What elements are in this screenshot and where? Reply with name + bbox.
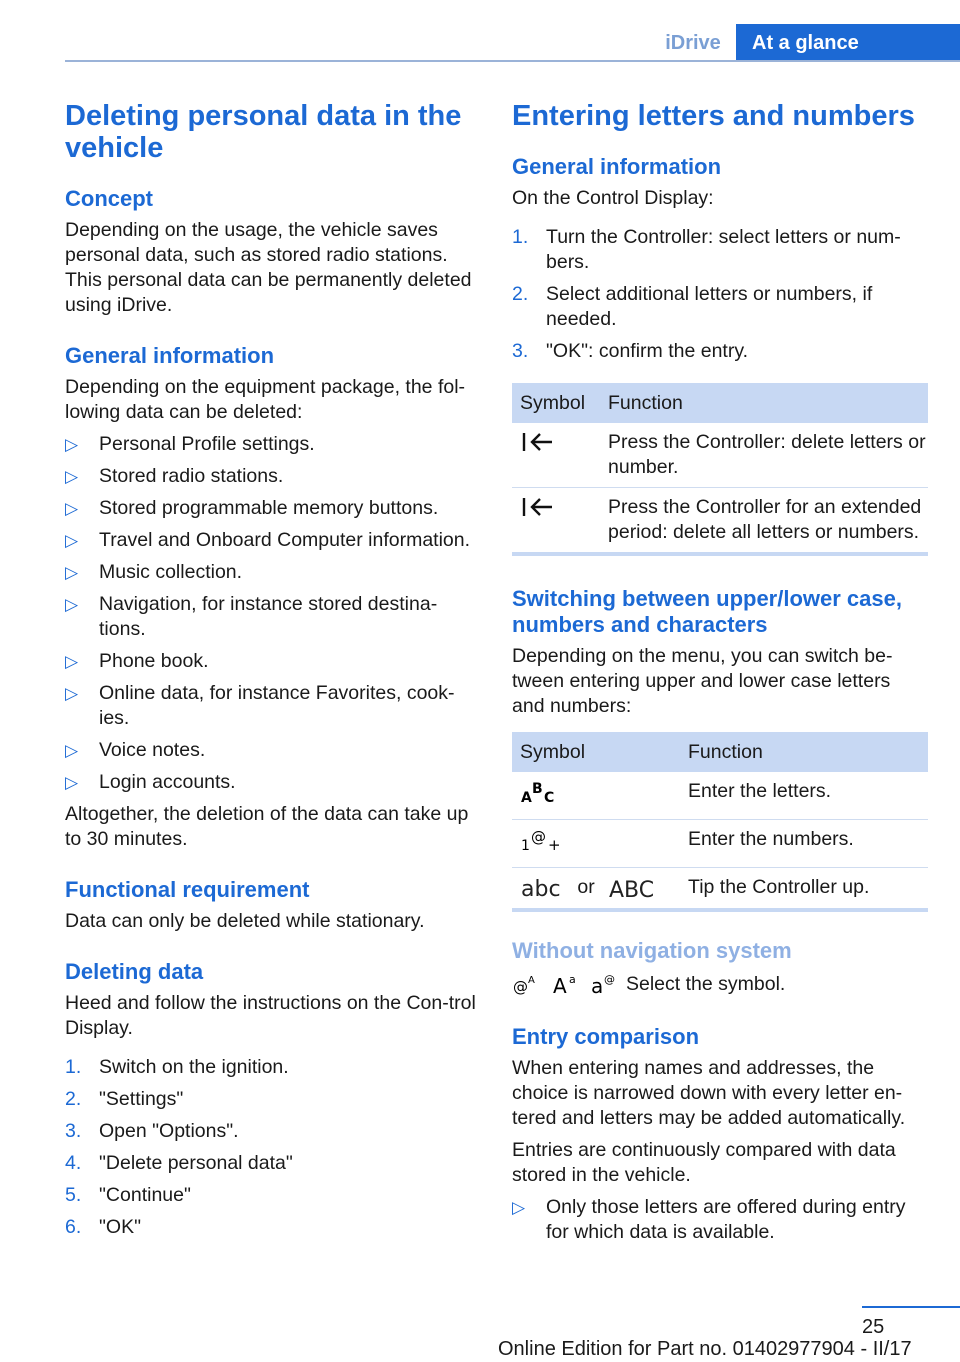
entry-steps-list: [512, 225, 928, 364]
symbol-cell: [512, 868, 680, 909]
function-cell: Enter the numbers.: [680, 820, 928, 868]
control-display-text: On the Control Display:: [512, 187, 714, 209]
table-bottom-rule: [512, 908, 928, 912]
list-item: ▷ Phone book.: [65, 650, 209, 672]
list-item: ▷ Travel and Onboard Computer information.: [65, 529, 471, 551]
table-header-row: [512, 383, 928, 423]
delete-back-icon: [520, 495, 556, 519]
concept-text: Depending on the usage, the vehicle saves personal data, such as stored radio stations. This personal data can be permanently deleted using iDrive.: [65, 219, 472, 316]
heading-deleting-data: Deleting data: [65, 959, 204, 984]
symbol-cell: [512, 423, 600, 488]
column-header-function: Function: [600, 383, 928, 423]
deletion-duration-text: Altogether, the deletion of the data can take up to 30 minutes.: [65, 803, 469, 850]
svg-text:A: A: [521, 790, 532, 805]
header-chapter: At a glance: [736, 24, 960, 62]
abc-uppercase-icon: [608, 875, 658, 901]
list-item: ▷ Stored radio stations.: [65, 465, 284, 487]
entry-comparison-text: When entering names and addresses, the choice is narrowed down with every letter en‐tered and letters may be added automatically.: [512, 1057, 906, 1129]
table-row: [512, 868, 928, 909]
functional-requirement-text: Data can only be deleted while stationary.: [65, 910, 425, 932]
header-section: iDrive: [665, 32, 721, 54]
svg-text:@: @: [604, 973, 615, 986]
triangle-bullet-icon: ▷: [65, 531, 79, 550]
table-header-row: [512, 732, 928, 772]
table-row: [512, 820, 928, 868]
delete-back-icon: [520, 430, 556, 454]
heading-entry-comparison: Entry comparison: [512, 1024, 700, 1049]
or-label: or: [577, 876, 595, 899]
at-a-icon: [512, 971, 542, 997]
svg-text:abc: abc: [521, 877, 561, 901]
select-symbol-text: Select the symbol.: [626, 972, 786, 995]
step-item: 1. Switch on the ignition.: [65, 1056, 289, 1078]
svg-text:ABC: ABC: [609, 878, 655, 901]
function-cell: Tip the Controller up.: [688, 876, 870, 898]
triangle-bullet-icon: ▷: [512, 1198, 526, 1217]
edition-line: Online Edition for Part no. 01402977904 - II/17: [498, 1338, 912, 1360]
step-item: 5. "Continue": [65, 1184, 191, 1206]
column-header-function: Function: [680, 732, 928, 772]
svg-text:a: a: [591, 974, 604, 997]
heading-without-navigation: Without navigation system: [512, 938, 792, 963]
list-item: ▷ Music collection.: [65, 561, 243, 583]
list-item: ▷ Online data, for instance Favorites, cook‐ies.: [65, 682, 455, 729]
triangle-bullet-icon: ▷: [65, 435, 79, 454]
table-row: [512, 423, 928, 488]
triangle-bullet-icon: ▷: [65, 595, 79, 614]
triangle-bullet-icon: ▷: [65, 652, 79, 671]
svg-text:A: A: [553, 974, 567, 997]
heading-general-info: General information: [65, 343, 275, 368]
list-item: ▷ Only those letters are offered during entry for which data is available.: [512, 1196, 906, 1243]
heading-switching-case: Switching between upper/lower case, numbers and characters: [512, 586, 902, 637]
step-item: 2. Select additional letters or numbers, if needed.: [512, 283, 873, 330]
triangle-bullet-icon: ▷: [65, 467, 79, 486]
triangle-bullet-icon: ▷: [65, 773, 79, 792]
svg-text:1: 1: [521, 838, 530, 853]
symbol-cell: [512, 772, 680, 820]
symbol-cell: [512, 820, 680, 868]
list-item: ▷ Login accounts.: [65, 771, 236, 793]
function-cell: Press the Controller: delete letters or number.: [600, 423, 928, 488]
column-header-symbol: Symbol: [512, 383, 600, 423]
list-item: ▷ Personal Profile settings.: [65, 433, 315, 455]
svg-text:A: A: [528, 975, 535, 986]
svg-text:@: @: [531, 828, 546, 846]
list-item: ▷ Stored programmable memory buttons.: [65, 497, 439, 519]
delete-symbol-table: [512, 383, 928, 552]
entry-comparison-text-2: Entries are continuously compared with data stored in the vehicle.: [512, 1139, 896, 1186]
svg-text:B: B: [532, 781, 543, 797]
table-row: [512, 488, 928, 553]
triangle-bullet-icon: ▷: [65, 563, 79, 582]
heading-concept: Concept: [65, 186, 153, 211]
svg-text:C: C: [544, 790, 555, 805]
without-nav-symbols: [512, 970, 928, 998]
page-title-deleting: Deleting personal data in the vehicle: [65, 100, 462, 164]
function-cell: Enter the letters.: [680, 772, 928, 820]
svg-text:@: @: [513, 978, 528, 996]
deletable-data-list: [65, 432, 481, 795]
letters-abc-icon: [520, 779, 560, 805]
list-item: ▷ Voice notes.: [65, 739, 206, 761]
step-item: 6. "OK": [65, 1216, 142, 1238]
step-item: 3. "OK": confirm the entry.: [512, 340, 749, 362]
column-header-symbol: Symbol: [512, 732, 680, 772]
header-rule: [65, 60, 960, 62]
table-row: [512, 772, 928, 820]
case-symbol-table: [512, 732, 928, 908]
step-item: 1. Turn the Controller: select letters or num‐bers.: [512, 226, 901, 273]
deleting-steps-list: [65, 1055, 481, 1240]
svg-text:a: a: [569, 973, 576, 986]
step-item: 2. "Settings": [65, 1088, 184, 1110]
left-column: [65, 100, 481, 1240]
step-item: 3. Open "Options".: [65, 1120, 239, 1142]
case-aa-icon: [552, 971, 582, 997]
table-bottom-rule: [512, 552, 928, 556]
a-at-icon: [590, 971, 620, 997]
switching-case-text: Depending on the menu, you can switch be‐tween entering upper and lower case letters and numbers:: [512, 645, 893, 717]
deleting-data-text: Heed and follow the instructions on the Con‐trol Display.: [65, 992, 476, 1039]
triangle-bullet-icon: ▷: [65, 741, 79, 760]
page-title-entering: Entering letters and numbers: [512, 100, 915, 132]
step-item: 4. "Delete personal data": [65, 1152, 293, 1174]
page-number: 25: [862, 1316, 885, 1338]
triangle-bullet-icon: ▷: [65, 684, 79, 703]
footer-rule: [862, 1306, 960, 1308]
symbol-cell: [512, 488, 600, 553]
numbers-symbols-icon: [520, 827, 564, 853]
svg-text:+: +: [548, 836, 561, 853]
heading-general-info-entry: General information: [512, 154, 722, 179]
function-cell: Press the Controller for an extended period: delete all letters or numbers.: [608, 496, 922, 543]
general-info-text: Depending on the equipment package, the fol‐lowing data can be deleted:: [65, 376, 466, 423]
right-column: [512, 100, 928, 1245]
abc-lowercase-icon: [520, 875, 564, 901]
entry-comparison-list: [512, 1195, 928, 1245]
heading-functional-requirement: Functional requirement: [65, 877, 310, 902]
list-item: ▷ Navigation, for instance stored destina‐tions.: [65, 593, 438, 640]
triangle-bullet-icon: ▷: [65, 499, 79, 518]
